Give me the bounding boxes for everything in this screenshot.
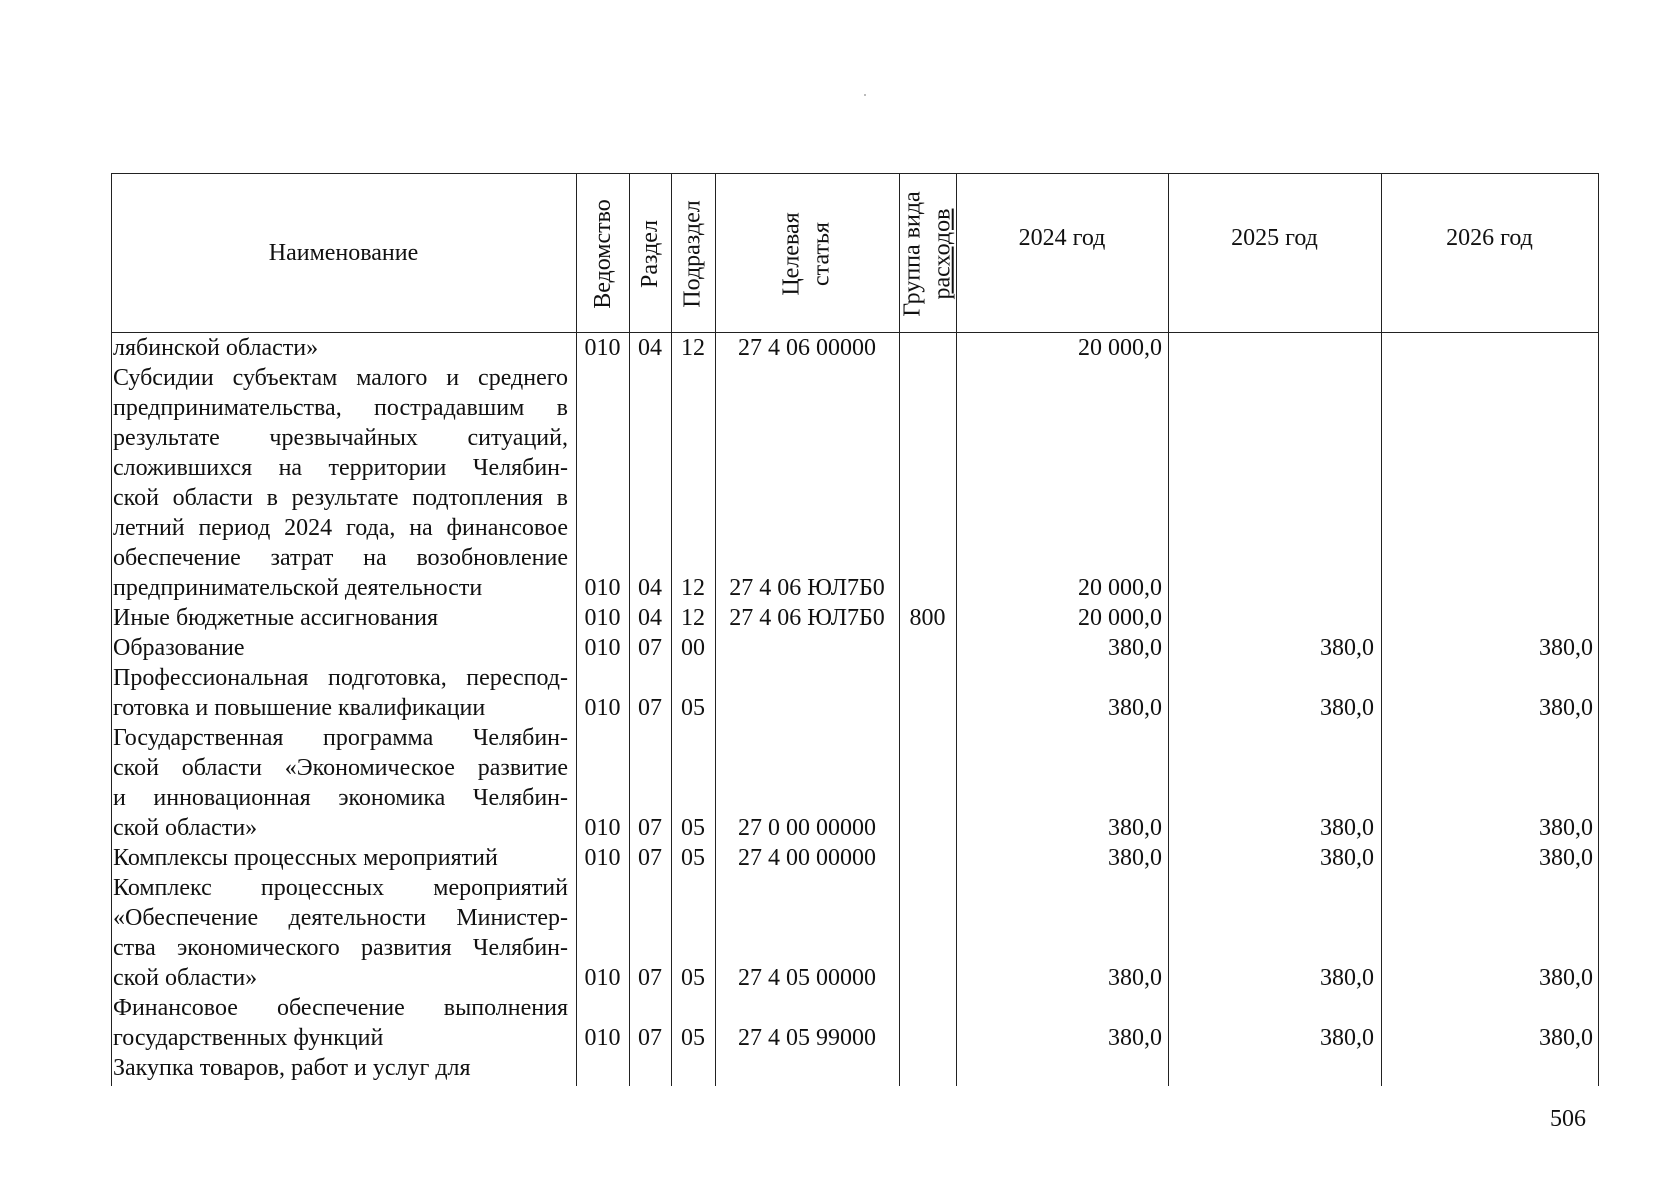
row-name-line: ской области» bbox=[113, 815, 258, 841]
row-cell-ved: 010 bbox=[584, 845, 621, 871]
row-name-line: предпринимательской деятельности bbox=[113, 575, 483, 601]
row-name-line: Комплексы процессных мероприятий bbox=[113, 845, 498, 871]
row-cell-y2024: 380,0 bbox=[1108, 845, 1162, 871]
row-cell-y2026: 380,0 bbox=[1539, 1025, 1593, 1051]
header-vedomstvo bbox=[576, 175, 629, 332]
row-name-line: Образование bbox=[113, 635, 245, 661]
row-cell-razdel: 07 bbox=[638, 845, 662, 871]
row-cell-y2025: 380,0 bbox=[1320, 635, 1374, 661]
header-2026 bbox=[1381, 160, 1598, 317]
row-cell-podrazdel: 05 bbox=[681, 815, 705, 841]
row-name-line: летний период 2024 года, на финансовое bbox=[113, 515, 568, 541]
row-name-line: Финансовое обеспечение выполнения bbox=[113, 995, 568, 1021]
row-cell-podrazdel: 12 bbox=[681, 605, 705, 631]
row-cell-target: 27 0 00 00000 bbox=[738, 815, 876, 841]
row-cell-target: 27 4 05 99000 bbox=[738, 1025, 876, 1051]
row-cell-razdel: 07 bbox=[638, 635, 662, 661]
row-cell-podrazdel: 05 bbox=[681, 965, 705, 991]
row-cell-y2026: 380,0 bbox=[1539, 635, 1593, 661]
row-name-line: лябинской области» bbox=[113, 335, 319, 361]
row-name-line: ской области» bbox=[113, 965, 258, 991]
row-name-line: Государственная программа Челябин- bbox=[113, 725, 568, 751]
row-cell-y2026: 380,0 bbox=[1539, 815, 1593, 841]
header-target-line-1: Целевая bbox=[778, 211, 805, 296]
row-name-line: «Обеспечение деятельности Министер- bbox=[113, 905, 568, 931]
row-cell-podrazdel: 05 bbox=[681, 1025, 705, 1051]
row-cell-razdel: 07 bbox=[638, 1025, 662, 1051]
page-number: 506 bbox=[1550, 1106, 1586, 1132]
row-cell-y2025: 380,0 bbox=[1320, 965, 1374, 991]
row-name-line: Иные бюджетные ассигнования bbox=[113, 605, 438, 631]
header-group-line-1: Группа вида bbox=[899, 190, 926, 317]
row-cell-ved: 010 bbox=[584, 605, 621, 631]
header-target-text bbox=[777, 212, 837, 295]
row-name-line: и инновационная экономика Челябин- bbox=[113, 785, 568, 811]
row-cell-ved: 010 bbox=[584, 965, 621, 991]
row-cell-ved: 010 bbox=[584, 635, 621, 661]
row-name-line: результате чрезвычайных ситуаций, bbox=[113, 425, 568, 451]
row-cell-razdel: 04 bbox=[638, 575, 662, 601]
row-cell-razdel: 07 bbox=[638, 695, 662, 721]
row-cell-y2024: 20 000,0 bbox=[1078, 575, 1162, 601]
row-cell-podrazdel: 05 bbox=[681, 845, 705, 871]
header-2026-text: 2026 год bbox=[1446, 225, 1533, 251]
row-cell-target: 27 4 06 ЮЛ7Б0 bbox=[729, 575, 885, 601]
header-target bbox=[715, 175, 899, 332]
row-name-line: Профессиональная подготовка, переспод- bbox=[113, 665, 568, 691]
row-cell-razdel: 04 bbox=[638, 335, 662, 361]
row-cell-y2024: 20 000,0 bbox=[1078, 605, 1162, 631]
row-name-line: ства экономического развития Челябин- bbox=[113, 935, 568, 961]
row-cell-razdel: 07 bbox=[638, 965, 662, 991]
header-2024-text: 2024 год bbox=[1018, 225, 1106, 251]
header-name bbox=[111, 175, 576, 332]
row-cell-razdel: 07 bbox=[638, 815, 662, 841]
row-name-line: Закупка товаров, работ и услуг для bbox=[113, 1055, 471, 1081]
row-name-line: готовка и повышение квалификации bbox=[113, 695, 486, 721]
scan-speck bbox=[864, 94, 866, 96]
row-cell-y2026: 380,0 bbox=[1539, 965, 1593, 991]
row-cell-y2025: 380,0 bbox=[1320, 845, 1374, 871]
header-razdel-text: Раздел bbox=[637, 219, 664, 288]
header-name-text: Наименование bbox=[268, 240, 419, 266]
row-cell-podrazdel: 12 bbox=[681, 575, 705, 601]
header-2025 bbox=[1168, 160, 1381, 317]
row-cell-y2024: 380,0 bbox=[1108, 695, 1162, 721]
row-cell-y2025: 380,0 bbox=[1320, 815, 1374, 841]
row-cell-y2024: 380,0 bbox=[1108, 635, 1162, 661]
row-name-line: обеспечение затрат на возобновление bbox=[113, 545, 568, 571]
row-cell-target: 27 4 00 00000 bbox=[738, 845, 876, 871]
row-cell-y2025: 380,0 bbox=[1320, 695, 1374, 721]
row-name-line: ской области «Экономическое развитие bbox=[113, 755, 568, 781]
row-cell-y2026: 380,0 bbox=[1539, 695, 1593, 721]
row-cell-ved: 010 bbox=[584, 575, 621, 601]
header-razdel bbox=[629, 175, 671, 332]
row-name-line: Комплекс процессных мероприятий bbox=[113, 875, 568, 901]
header-podrazdel bbox=[671, 175, 715, 332]
row-cell-target: 27 4 06 ЮЛ7Б0 bbox=[729, 605, 885, 631]
row-cell-y2025: 380,0 bbox=[1320, 1025, 1374, 1051]
header-2024 bbox=[956, 160, 1168, 317]
header-2025-text: 2025 год bbox=[1231, 225, 1318, 251]
header-group-line-2: расходов bbox=[929, 208, 956, 299]
row-cell-razdel: 04 bbox=[638, 605, 662, 631]
row-name-line: ской области в результате подтопления в bbox=[113, 485, 568, 511]
header-target-line-2: статья bbox=[808, 221, 835, 286]
row-cell-y2026: 380,0 bbox=[1539, 845, 1593, 871]
row-cell-ved: 010 bbox=[584, 695, 621, 721]
header-group-text bbox=[898, 191, 958, 316]
row-cell-podrazdel: 12 bbox=[681, 335, 705, 361]
row-cell-target: 27 4 06 00000 bbox=[738, 335, 876, 361]
header-podrazdel-text: Подраздел bbox=[680, 199, 707, 308]
header-group bbox=[899, 175, 956, 332]
row-name-line: Субсидии субъектам малого и среднего bbox=[113, 365, 568, 391]
row-name-line: сложившихся на территории Челябин- bbox=[113, 455, 568, 481]
row-name-line: государственных функций bbox=[113, 1025, 384, 1051]
col-border-9 bbox=[1598, 173, 1599, 1086]
row-cell-target: 27 4 05 00000 bbox=[738, 965, 876, 991]
row-cell-y2024: 380,0 bbox=[1108, 1025, 1162, 1051]
row-cell-ved: 010 bbox=[584, 335, 621, 361]
row-cell-ved: 010 bbox=[584, 815, 621, 841]
row-cell-y2024: 380,0 bbox=[1108, 815, 1162, 841]
row-name-line: предпринимательства, пострадавшим в bbox=[113, 395, 568, 421]
row-cell-group: 800 bbox=[909, 605, 946, 631]
row-cell-y2024: 20 000,0 bbox=[1078, 335, 1162, 361]
header-vedomstvo-text: Ведомство bbox=[589, 198, 616, 309]
row-cell-y2024: 380,0 bbox=[1108, 965, 1162, 991]
row-cell-podrazdel: 05 bbox=[681, 695, 705, 721]
row-cell-podrazdel: 00 bbox=[681, 635, 705, 661]
row-cell-ved: 010 bbox=[584, 1025, 621, 1051]
